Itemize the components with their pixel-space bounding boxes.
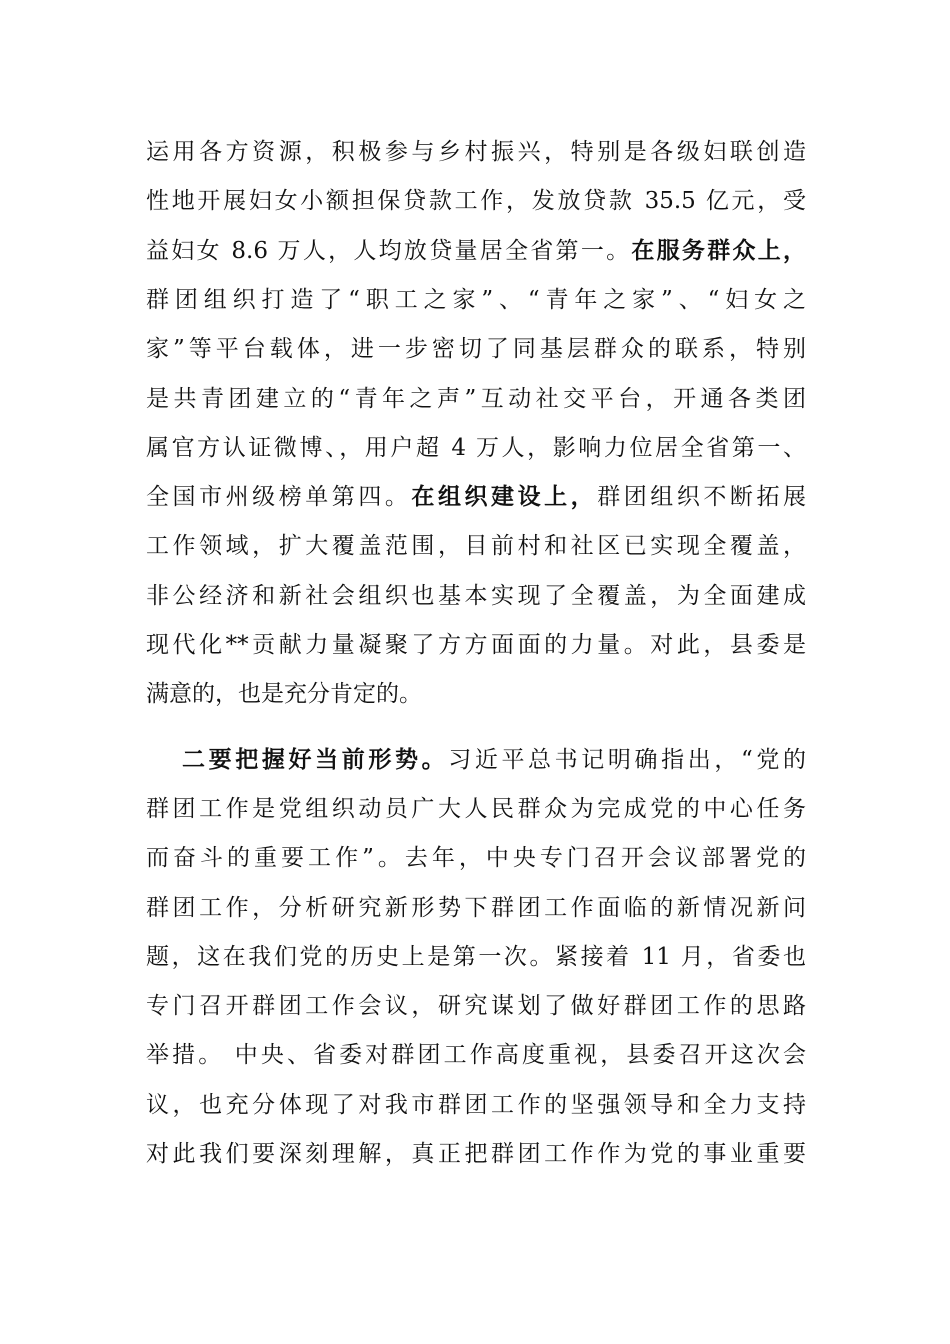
text-line	[146, 1139, 806, 1169]
text-line	[146, 334, 806, 364]
text-line	[146, 482, 806, 512]
text-line	[146, 137, 806, 167]
text-line	[146, 433, 806, 463]
bold-phrase: 在服务群众上，	[631, 237, 807, 264]
text-segment: 题，这在我们党的历史上是第一次。紧接着 11 月，省委也	[146, 944, 806, 970]
text-line	[146, 186, 806, 216]
text-segment: 群团工作，分析研究新形势下群团工作面临的新情况新问	[146, 895, 806, 921]
text-segment: 习近平总书记明确指出，“党的	[448, 747, 807, 773]
text-line	[146, 581, 806, 611]
text-line	[146, 1040, 806, 1070]
text-segment: 满意的，也是充分肯定的。	[146, 681, 422, 707]
text-segment: 群团工作是党组织动员广大人民群众为完成党的中心任务	[146, 796, 806, 822]
text-segment: 工作领域，扩大覆盖范围，目前村和社区已实现全覆盖，	[146, 533, 806, 559]
text-segment: 而奋斗的重要工作”。去年，中央专门召开会议部署党的	[146, 845, 806, 871]
text-line	[146, 384, 806, 414]
text-segment: 属官方认证微博、，用户超 4 万人，影响力位居全省第一、	[146, 435, 806, 461]
text-segment: 现代化**贡献力量凝聚了方方面面的力量。对此，县委是	[146, 632, 806, 658]
text-segment: 举措。 中央、省委对群团工作高度重视，县委召开这次会	[146, 1042, 806, 1068]
text-segment: 全国市州级榜单第四。	[146, 484, 412, 510]
text-line	[146, 630, 806, 660]
text-line	[146, 236, 806, 266]
text-line	[146, 794, 806, 824]
text-segment: 运用各方资源，积极参与乡村振兴，特别是各级妇联创造	[146, 139, 806, 165]
text-segment: 专门召开群团工作会议，研究谋划了做好群团工作的思路	[146, 993, 806, 1019]
text-segment: 群团组织不断拓展	[597, 484, 807, 510]
text-line	[146, 893, 806, 923]
text-line	[146, 679, 806, 709]
bold-phrase: 二要把握好当前形势。	[182, 746, 449, 773]
text-segment: 对此我们要深刻理解，真正把群团工作作为党的事业重要	[146, 1141, 806, 1167]
text-segment: 性地开展妇女小额担保贷款工作，发放贷款 35.5 亿元，受	[146, 188, 806, 214]
text-segment: 非公经济和新社会组织也基本实现了全覆盖，为全面建成	[146, 583, 806, 609]
text-line	[146, 531, 806, 561]
text-line	[182, 745, 806, 775]
text-segment: 是共青团建立的“青年之声”互动社交平台，开通各类团	[146, 386, 806, 412]
text-segment: 议，也充分体现了对我市群团工作的坚强领导和全力支持	[146, 1092, 806, 1118]
bold-phrase: 在组织建设上，	[411, 483, 598, 510]
text-segment: 群团组织打造了“职工之家”、“青年之家”、“妇女之	[146, 287, 806, 313]
text-segment: 家”等平台载体，进一步密切了同基层群众的联系，特别	[146, 336, 806, 362]
text-line	[146, 1090, 806, 1120]
text-segment: 益妇女 8.6 万人，人均放贷量居全省第一。	[146, 238, 632, 264]
text-line	[146, 843, 806, 873]
text-line	[146, 285, 806, 315]
text-line	[146, 991, 806, 1021]
text-line	[146, 942, 806, 972]
